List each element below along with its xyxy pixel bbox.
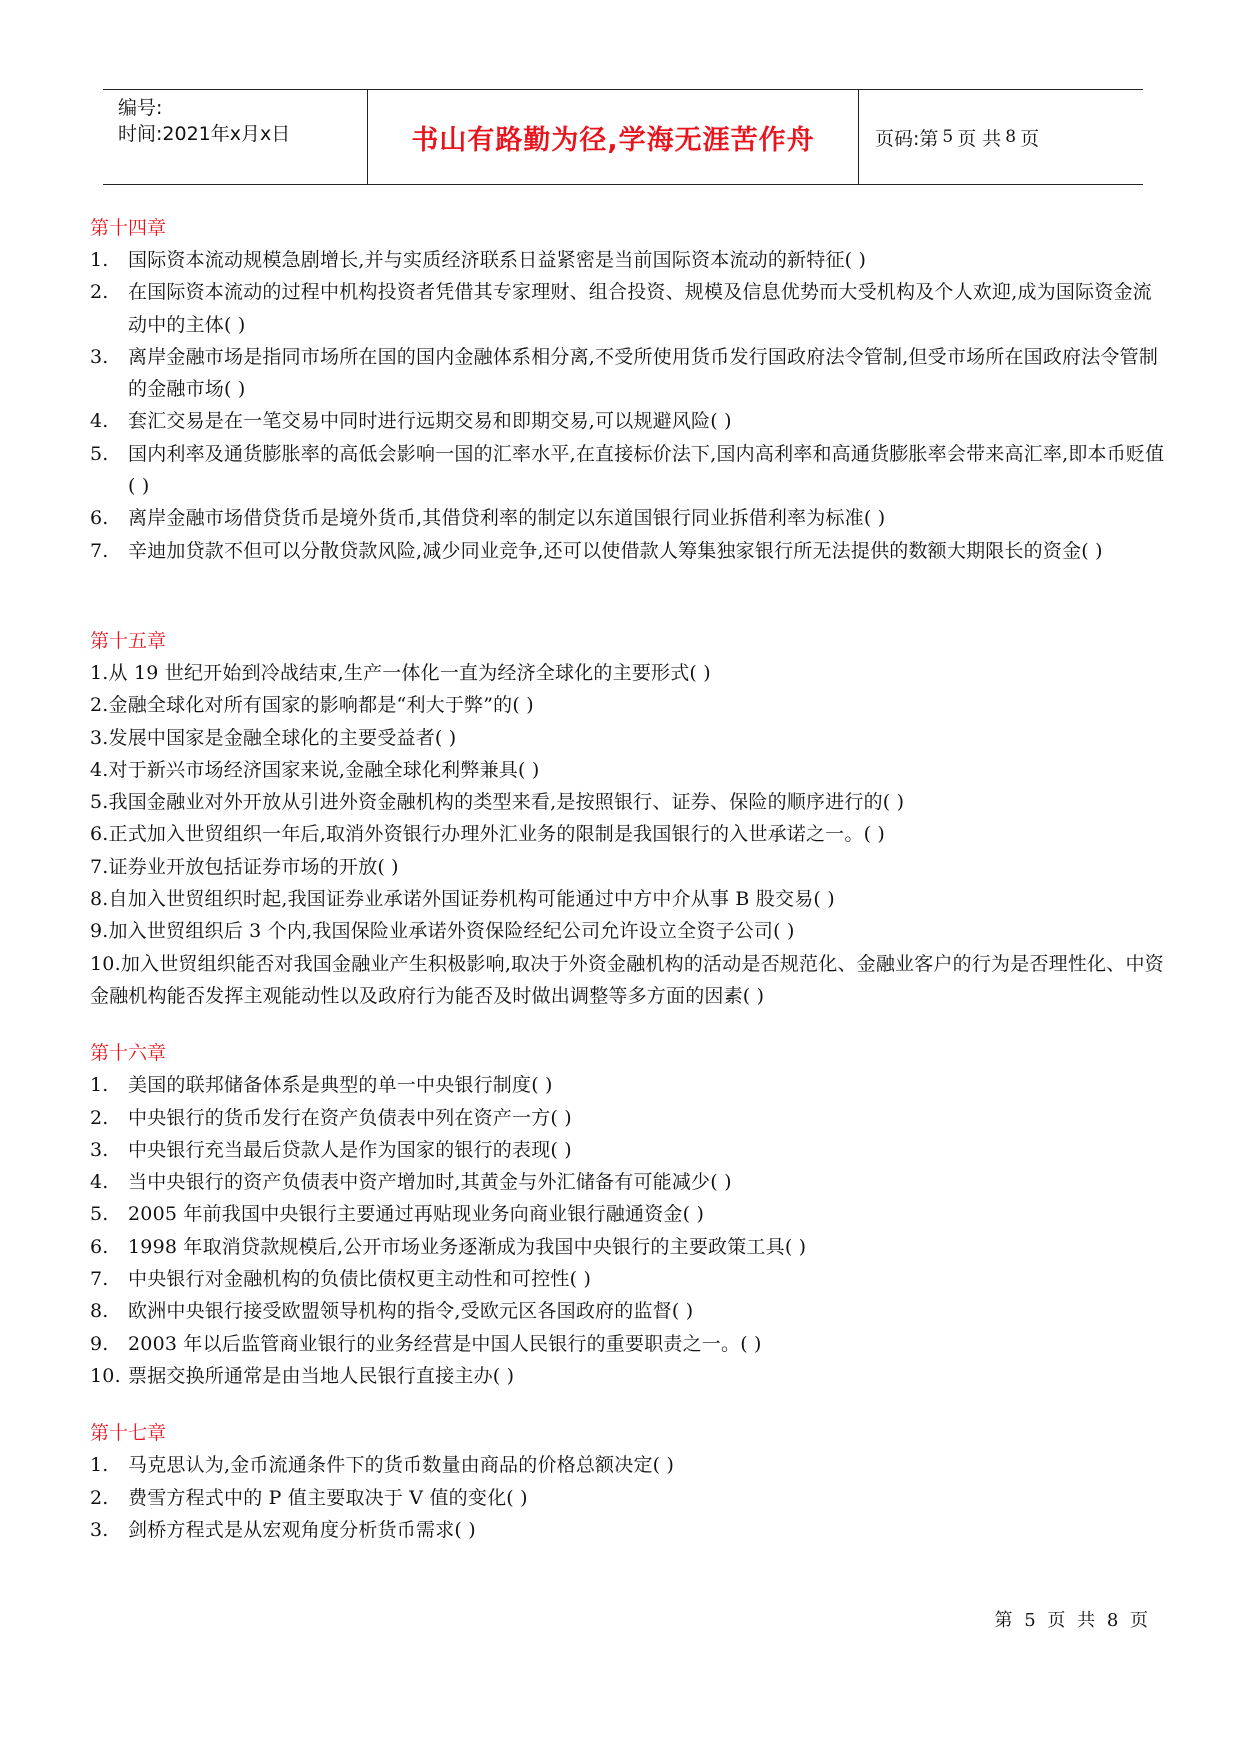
- item-text: 离岸金融市场借贷货币是境外货币,其借贷利率的制定以东道国银行同业拆借利率为标准( ): [128, 507, 886, 530]
- item-number: 9.: [90, 1332, 109, 1355]
- question-list: [90, 1449, 1170, 1546]
- question-item: [90, 1295, 1170, 1327]
- item-text: 当中央银行的资产负债表中资产增加时,其黄金与外汇储备有可能减少( ): [128, 1171, 732, 1194]
- question-item: [90, 1482, 1170, 1514]
- item-number: 5.: [90, 442, 109, 465]
- question-item: 1.从 19 世纪开始到冷战结束,生产一体化一直为经济全球化的主要形式( ): [90, 661, 711, 684]
- item-text: 离岸金融市场是指同市场所在国的国内金融体系相分离,不受所使用货币发行国政府法令管制,但受市场所在国政府法令管制的金融市场( ): [128, 345, 1159, 401]
- question-item: 7.证券业开放包括证券市场的开放( ): [90, 855, 399, 878]
- chapter-title: 第十五章: [90, 629, 167, 652]
- item-text: 中央银行对金融机构的负债比债权更主动性和可控性( ): [128, 1268, 592, 1291]
- item-text: 美国的联邦储备体系是典型的单一中央银行制度( ): [128, 1074, 553, 1097]
- page-suffix: 页: [1020, 127, 1040, 150]
- item-text: 中央银行的货币发行在资产负债表中列在资产一方( ): [128, 1106, 572, 1129]
- question-item: [90, 276, 1170, 341]
- item-number: 3.: [90, 1138, 109, 1161]
- page-total: 8: [1005, 127, 1017, 147]
- item-number: 7.: [90, 1268, 109, 1291]
- chapter-title: 第十六章: [90, 1042, 167, 1065]
- question-item: 5.我国金融业对外开放从引进外资金融机构的类型来看,是按照银行、证券、保险的顺序进行的( ): [90, 791, 905, 814]
- question-item: 3.发展中国家是金融全球化的主要受益者( ): [90, 726, 457, 749]
- page-current: 5: [942, 127, 954, 147]
- item-number: 10.: [90, 1364, 121, 1387]
- page-prefix: 页码:第: [875, 127, 939, 150]
- item-text: 辛迪加贷款不但可以分散贷款风险,减少同业竞争,还可以使借款人筹集独家银行所无法提供的数额大期限长的资金( ): [128, 539, 1103, 562]
- item-text: 国内利率及通货膨胀率的高低会影响一国的汇率水平,在直接标价法下,国内高利率和高通货膨胀率会带来高汇率,即本币贬值( ): [128, 442, 1165, 498]
- document-body: [90, 212, 1170, 1546]
- question-item: [90, 502, 1170, 534]
- question-item: [90, 1102, 1170, 1134]
- item-number: 3.: [90, 1518, 109, 1541]
- chapter-title: 第十七章: [90, 1422, 167, 1445]
- item-number: 8.: [90, 1300, 109, 1323]
- question-item: [90, 1449, 1170, 1481]
- question-item: [90, 1069, 1170, 1101]
- item-number: 2.: [90, 1106, 109, 1129]
- time-label: 时间:2021年x月x日: [118, 123, 291, 145]
- page-header: [103, 89, 1143, 185]
- question-item: 4.对于新兴市场经济国家来说,金融全球化利弊兼具( ): [90, 758, 540, 781]
- header-meta: [103, 90, 368, 184]
- question-item: [90, 244, 1170, 276]
- item-text: 剑桥方程式是从宏观角度分析货币需求( ): [128, 1518, 476, 1541]
- question-list: [90, 657, 1170, 1012]
- question-item: [90, 1328, 1170, 1360]
- question-list: [90, 244, 1170, 567]
- question-item: [90, 1198, 1170, 1230]
- question-item: [90, 1263, 1170, 1295]
- item-number: 1.: [90, 1074, 109, 1097]
- item-number: 7.: [90, 539, 109, 562]
- chapter-15: [90, 625, 1170, 1012]
- question-item: [90, 1360, 1170, 1392]
- item-number: 6.: [90, 1235, 109, 1258]
- item-number: 2.: [90, 1486, 109, 1509]
- item-number: 4.: [90, 410, 109, 433]
- item-number: 1.: [90, 249, 109, 271]
- item-number: 4.: [90, 1171, 109, 1194]
- page-footer: 第 5 页 共 8 页: [994, 1610, 1151, 1631]
- chapter-title: 第十四章: [90, 217, 167, 239]
- question-item: [90, 405, 1170, 437]
- item-text: 费雪方程式中的 P 值主要取决于 V 值的变化( ): [128, 1486, 528, 1509]
- page-mid: 页 共: [957, 127, 1002, 150]
- item-text: 国际资本流动规模急剧增长,并与实质经济联系日益紧密是当前国际资本流动的新特征( ): [128, 249, 867, 271]
- item-number: 6.: [90, 507, 109, 530]
- item-text: 欧洲中央银行接受欧盟领导机构的指令,受欧元区各国政府的监督( ): [128, 1300, 694, 1323]
- item-text: 中央银行充当最后贷款人是作为国家的银行的表现( ): [128, 1138, 572, 1161]
- header-motto: 书山有路勤为径,学海无涯苦作舟: [368, 90, 859, 184]
- question-list: [90, 1069, 1170, 1392]
- item-number: 3.: [90, 345, 109, 368]
- question-item: [90, 1134, 1170, 1166]
- question-item: [90, 1166, 1170, 1198]
- question-item: [90, 535, 1170, 567]
- question-item: [90, 1231, 1170, 1263]
- item-text: 2005 年前我国中央银行主要通过再贴现业务向商业银行融通资金( ): [128, 1203, 705, 1226]
- chapter-17: [90, 1417, 1170, 1546]
- question-item: 6.正式加入世贸组织一年后,取消外资银行办理外汇业务的限制是我国银行的入世承诺之一。( ): [90, 823, 886, 846]
- item-text: 1998 年取消贷款规模后,公开市场业务逐渐成为我国中央银行的主要政策工具( ): [128, 1235, 807, 1258]
- question-item: [90, 341, 1170, 406]
- item-text: 在国际资本流动的过程中机构投资者凭借其专家理财、组合投资、规模及信息优势而大受机构及个人欢迎,成为国际资金流动中的主体( ): [128, 281, 1152, 336]
- question-item: 10.加入世贸组织能否对我国金融业产生积极影响,取决于外资金融机构的活动是否规范化、金融业客户的行为是否理性化、中资金融机构能否发挥主观能动性以及政府行为能否及时做出调整等多方面的因素( ): [90, 952, 1164, 1007]
- question-item: 2.金融全球化对所有国家的影响都是“利大于弊”的( ): [90, 694, 534, 717]
- chapter-16: [90, 1037, 1170, 1392]
- item-text: 2003 年以后监管商业银行的业务经营是中国人民银行的重要职责之一。( ): [128, 1332, 762, 1355]
- item-number: 5.: [90, 1203, 109, 1226]
- item-text: 马克思认为,金币流通条件下的货币数量由商品的价格总额决定( ): [128, 1454, 675, 1477]
- header-page-info: [859, 90, 1143, 184]
- question-item: 9.加入世贸组织后 3 个内,我国保险业承诺外资保险经纪公司允许设立全资子公司( ): [90, 920, 795, 943]
- item-number: 1.: [90, 1454, 109, 1477]
- number-label: 编号:: [118, 97, 163, 119]
- item-number: 2.: [90, 281, 109, 304]
- item-text: 套汇交易是在一笔交易中同时进行远期交易和即期交易,可以规避风险( ): [128, 410, 732, 433]
- question-item: 8.自加入世贸组织时起,我国证券业承诺外国证券机构可能通过中方中介从事 B 股交易( ): [90, 888, 835, 911]
- question-item: [90, 438, 1170, 503]
- item-text: 票据交换所通常是由当地人民银行直接主办( ): [128, 1364, 515, 1387]
- question-item: [90, 1514, 1170, 1546]
- chapter-14: [90, 212, 1170, 567]
